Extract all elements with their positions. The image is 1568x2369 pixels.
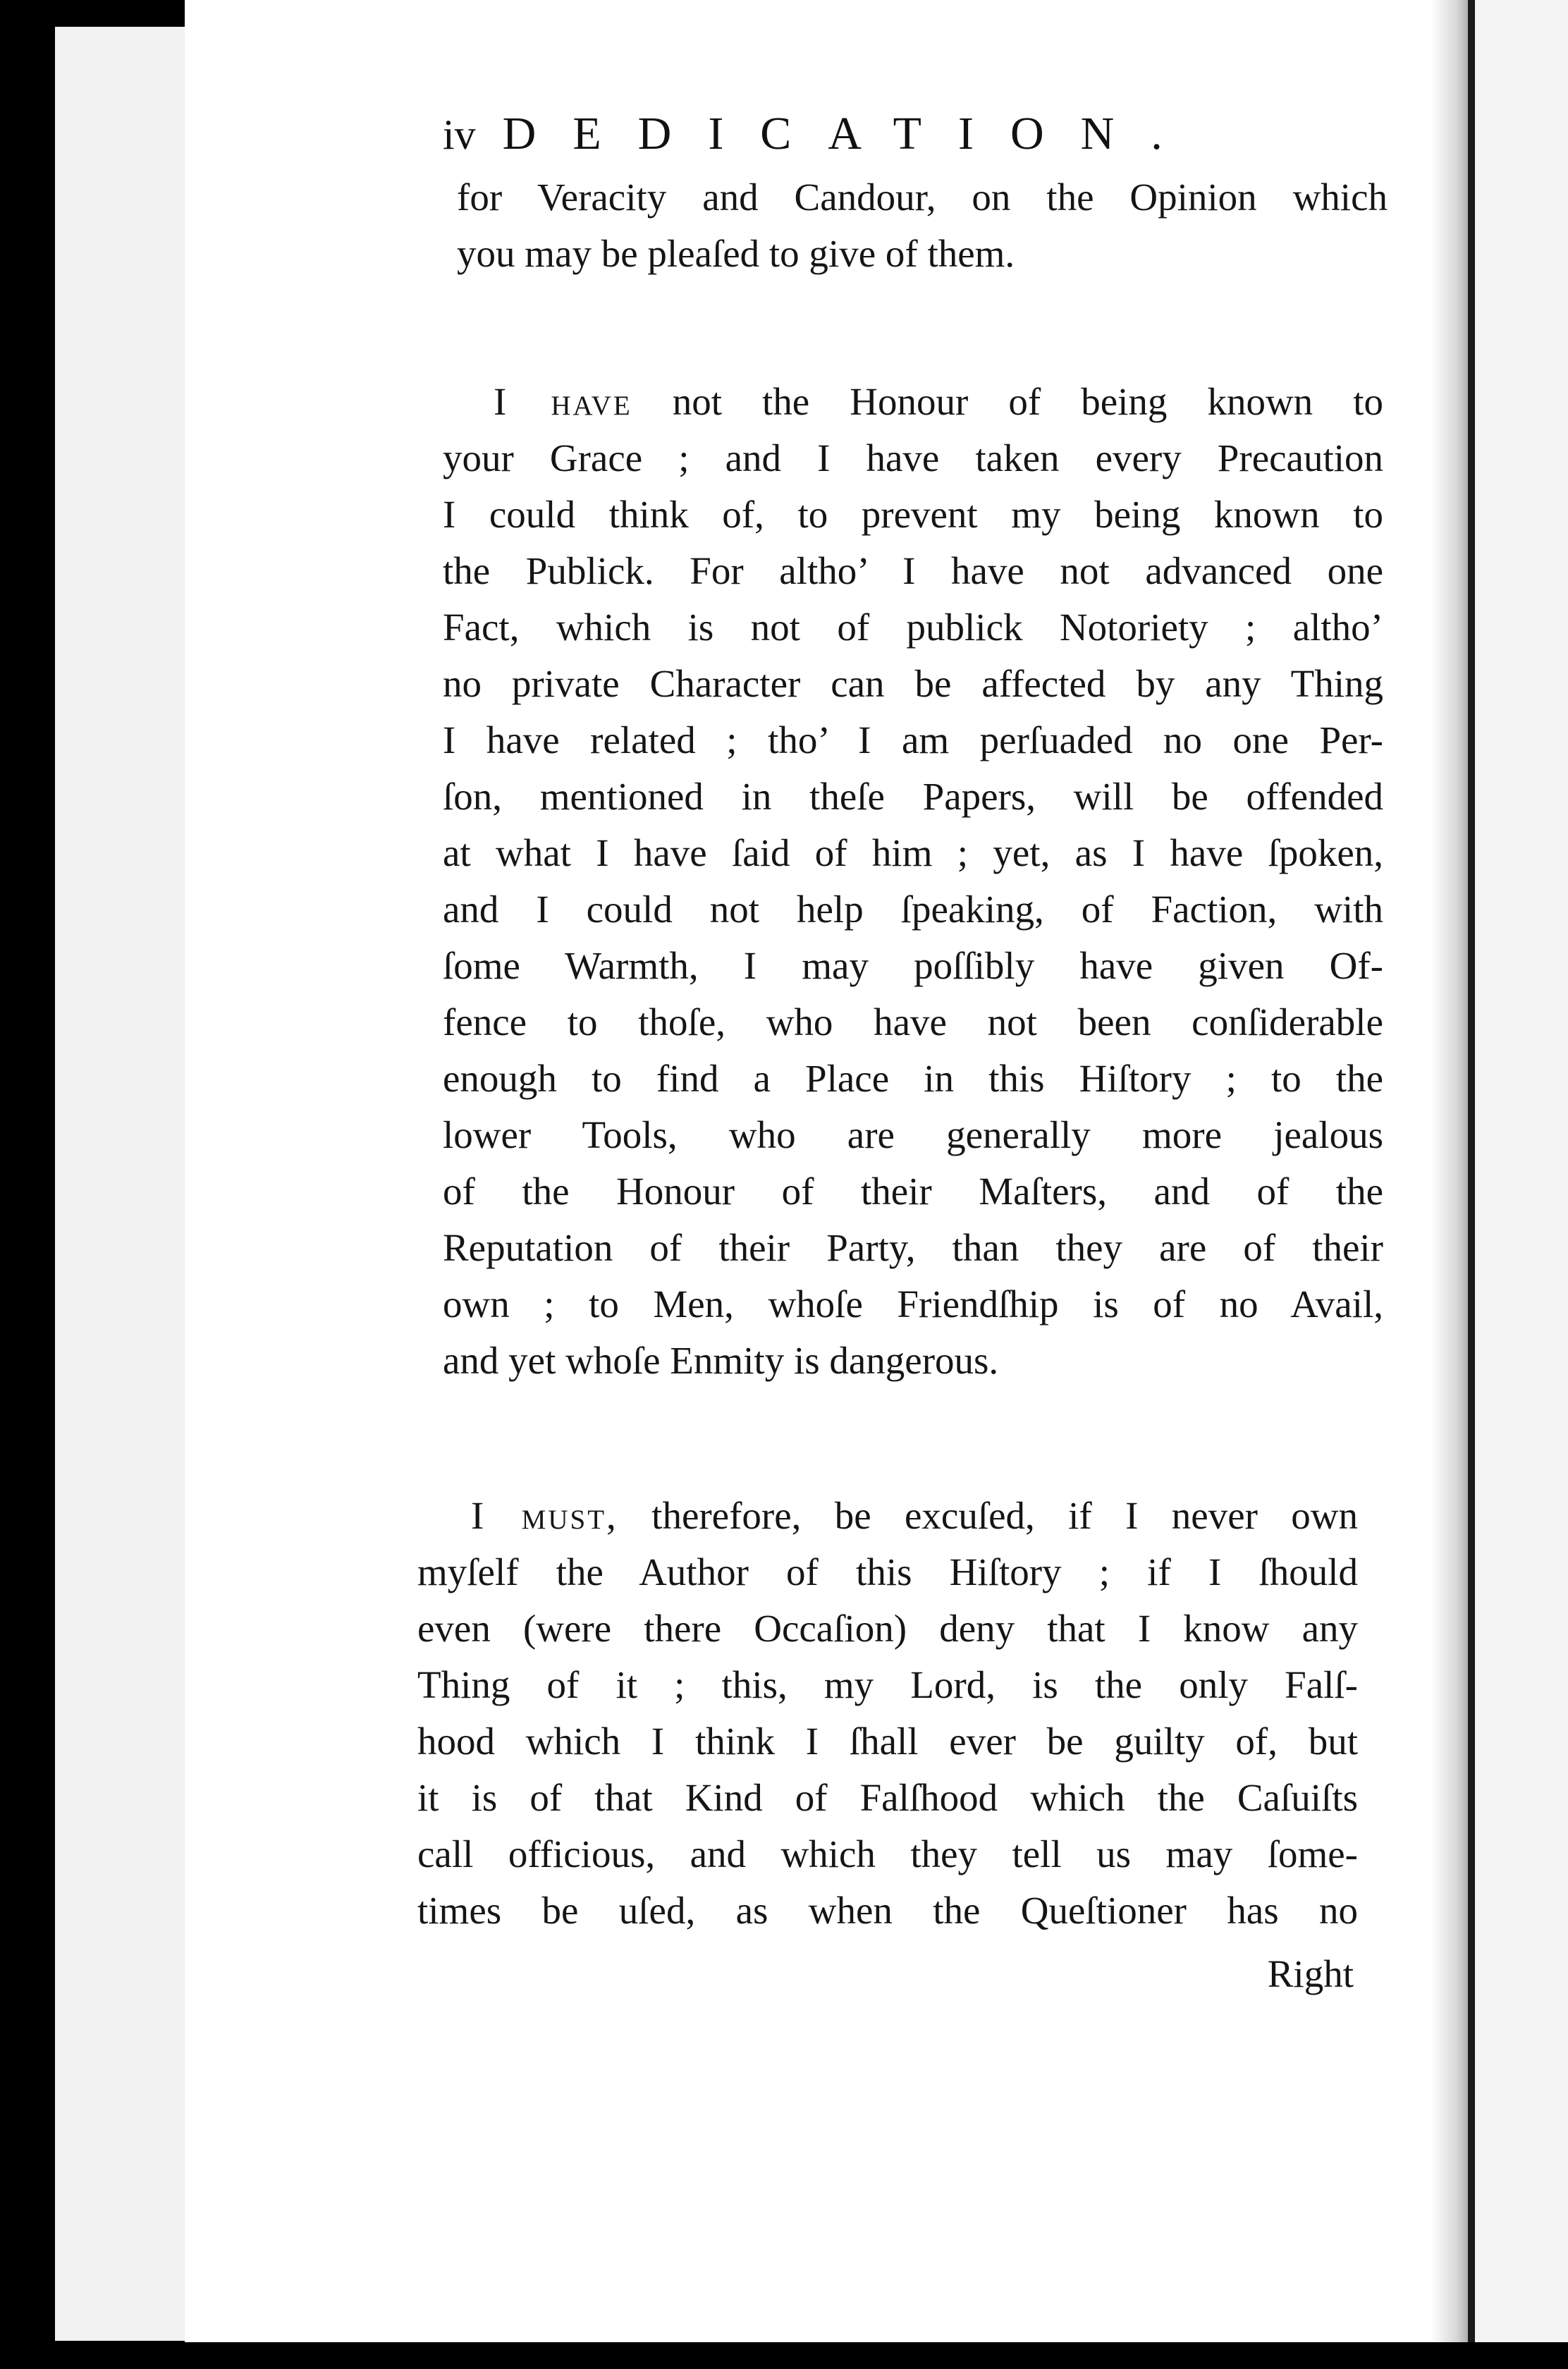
- text-line: even (were there Occaſion) deny that I know any: [417, 1607, 1358, 1650]
- text-line: enough to find a Place in this Hiſtory ; to the: [443, 1057, 1383, 1100]
- paragraph-excused: [417, 1488, 1358, 1939]
- text-line: I could think of, to prevent my being known to: [443, 493, 1383, 536]
- text-line: Fact, which is not of publick Notoriety ; altho’: [443, 606, 1383, 649]
- text-line-rest: not the Honour of being known to: [672, 380, 1383, 423]
- facing-page-edge: [1475, 0, 1568, 2369]
- text-line: at what I have ſaid of him ; yet, as I have ſpoken,: [443, 831, 1383, 874]
- text-line: fence to thoſe, who have not been conſiderable: [443, 1000, 1383, 1043]
- text-line: and I could not help ſpeaking, of Faction, with: [443, 888, 1383, 931]
- text-line: for Veracity and Candour, on the Opinion which: [457, 176, 1388, 219]
- text-line: Thing of it ; this, my Lord, is the only Falſ-: [417, 1663, 1358, 1706]
- text-line: own ; to Men, whoſe Friendſhip is of no Avail,: [443, 1283, 1383, 1326]
- text-line: I have related ; tho’ I am perſuaded no one Per-: [443, 718, 1383, 761]
- text-line: the Publick. For altho’ I have not advanced one: [443, 549, 1383, 592]
- text-line: Reputation of their Party, than they are of their: [443, 1226, 1383, 1269]
- text-line: lower Tools, who are generally more jealous: [443, 1113, 1383, 1156]
- page-number: iv: [443, 111, 476, 158]
- page-gutter-shadow: [1431, 0, 1474, 2369]
- paragraph-continued: [457, 169, 1388, 282]
- text-line: no private Character can be affected by any Thing: [443, 662, 1383, 705]
- scan-bottom-edge: [0, 2342, 1568, 2369]
- text-line: hood which I think I ſhall ever be guilty of, but: [417, 1720, 1358, 1763]
- text-line: call officious, and which they tell us may ſome-: [417, 1832, 1358, 1875]
- text-line: ſome Warmth, I may poſſibly have given Of-: [443, 944, 1383, 987]
- running-title: DEDICATION.: [502, 108, 1199, 159]
- text-line: you may be pleaſed to give of them.: [457, 232, 1015, 275]
- text-line-rest: therefore, be excuſed, if I never own: [651, 1494, 1359, 1537]
- text-line: your Grace ; and I have taken every Precaution: [443, 436, 1383, 479]
- paragraph-honour: [443, 374, 1383, 1389]
- text-line: times be uſed, as when the Queſtioner has no: [417, 1889, 1358, 1932]
- lead-word: I have: [494, 380, 632, 423]
- text-line-first: [443, 374, 1383, 430]
- catchword: Right: [1267, 1952, 1354, 1995]
- text-line: and yet whoſe Enmity is dangerous.: [443, 1339, 999, 1382]
- text-line: ſon, mentioned in theſe Papers, will be offended: [443, 775, 1383, 818]
- text-line: of the Honour of their Maſters, and of the: [443, 1170, 1383, 1213]
- text-line-first: [417, 1488, 1358, 1544]
- lead-word: I must,: [471, 1494, 618, 1537]
- text-line: myſelf the Author of this Hiſtory ; if I ſhould: [417, 1550, 1358, 1593]
- running-header: [443, 106, 1317, 162]
- left-page-edge: [55, 27, 189, 2341]
- text-line: it is of that Kind of Falſhood which the Caſuiſts: [417, 1776, 1358, 1819]
